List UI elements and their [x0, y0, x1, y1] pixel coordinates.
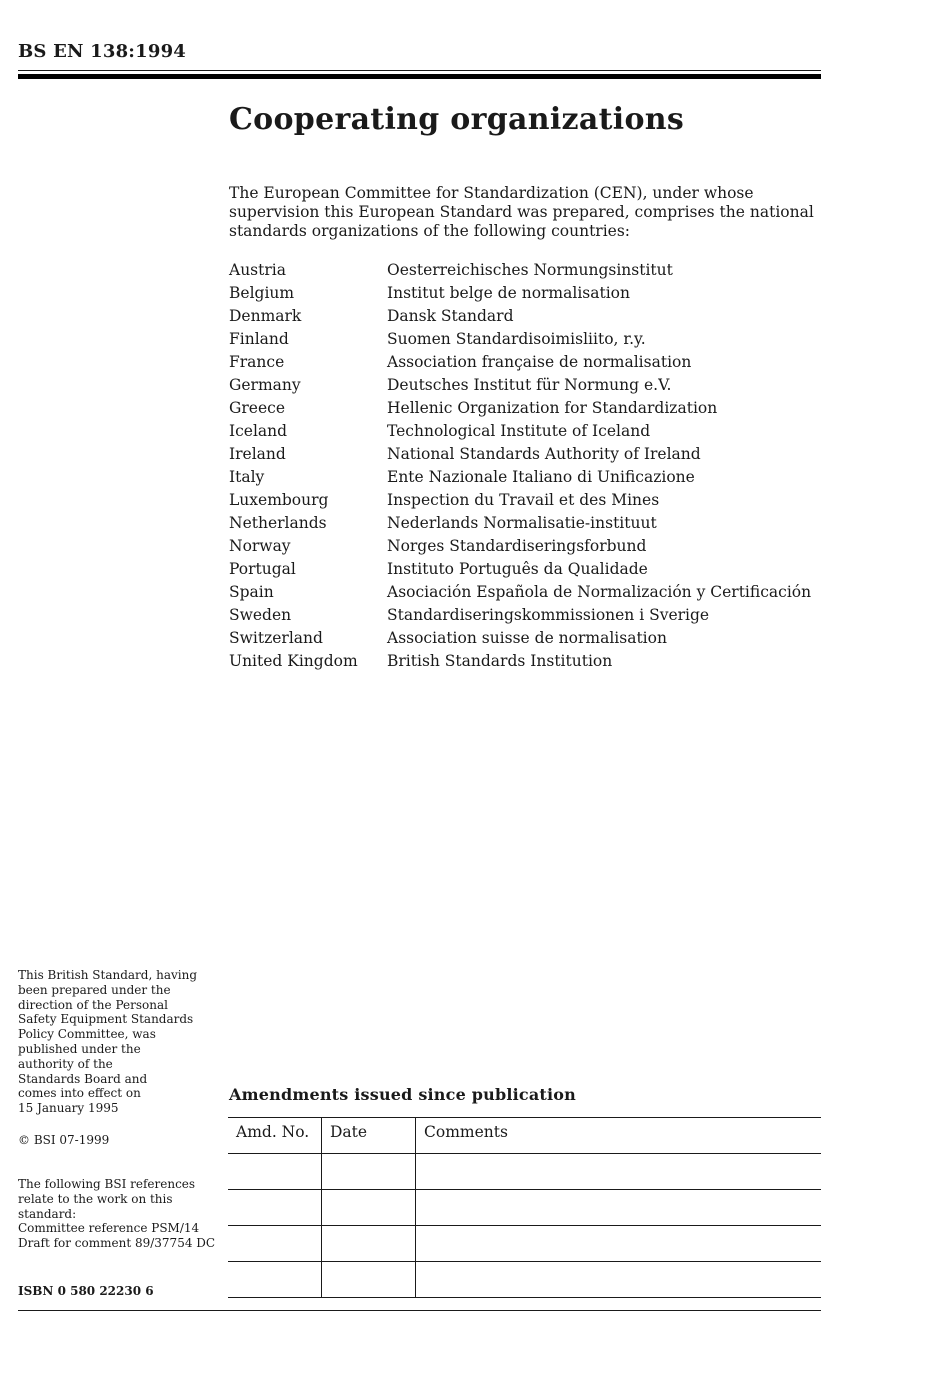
standards-body-name: Institut belge de normalisation — [387, 284, 630, 302]
country-name: Germany — [229, 376, 301, 394]
publication-note-line: direction of the Personal — [18, 997, 168, 1012]
organization-row — [229, 305, 811, 328]
document-code: BS EN 138:1994 — [18, 41, 187, 62]
country-name: Austria — [229, 261, 286, 279]
standards-body-name: British Standards Institution — [387, 652, 613, 670]
publication-note — [18, 968, 218, 1116]
organization-row — [229, 650, 811, 673]
references-note-line: Draft for comment 89/37754 DC — [18, 1236, 216, 1251]
comments-header: Comments — [416, 1118, 822, 1154]
organization-row — [229, 466, 811, 489]
amendment-cell — [416, 1262, 822, 1298]
standards-body-name: Inspection du Travail et des Mines — [387, 491, 660, 509]
country-name: Finland — [229, 330, 289, 348]
amendments-title: Amendments issued since publication — [229, 1085, 576, 1104]
standards-body-name: Deutsches Institut für Normung e.V. — [387, 376, 672, 394]
standards-body-name: National Standards Authority of Ireland — [387, 445, 701, 463]
standards-body-name: Instituto Português da Qualidade — [387, 560, 648, 578]
amendment-cell — [416, 1154, 822, 1190]
organization-row — [229, 282, 811, 305]
amendment-cell — [416, 1190, 822, 1226]
publication-note-line: Safety Equipment Standards — [18, 1012, 194, 1027]
amendment-cell — [228, 1190, 322, 1226]
country-name: United Kingdom — [229, 652, 358, 670]
page-title: Cooperating organizations — [229, 102, 685, 137]
references-note-line: Committee reference PSM/14 — [18, 1221, 200, 1236]
amendment-row — [228, 1262, 821, 1298]
country-name: Greece — [229, 399, 285, 417]
amendment-cell — [322, 1262, 416, 1298]
publication-note-line: 15 January 1995 — [18, 1101, 119, 1116]
country-name: Spain — [229, 583, 274, 601]
amendment-cell — [322, 1226, 416, 1262]
country-name: Portugal — [229, 560, 296, 578]
standards-body-name: Suomen Standardisoimisliito, r.y. — [387, 330, 646, 348]
amendment-cell — [228, 1154, 322, 1190]
bsi-references-note — [18, 1177, 218, 1251]
organization-row — [229, 420, 811, 443]
standards-body-name: Standardiseringskommissionen i Sverige — [387, 606, 710, 624]
country-name: Belgium — [229, 284, 295, 302]
country-name: Italy — [229, 468, 265, 486]
publication-note-line: Standards Board and — [18, 1071, 148, 1086]
amendments-table — [228, 1117, 821, 1298]
standards-body-name: Asociación Española de Normalización y Certificación — [387, 583, 812, 601]
country-name: Norway — [229, 537, 291, 555]
organization-row — [229, 374, 811, 397]
amendment-cell — [228, 1262, 322, 1298]
amendment-row — [228, 1154, 821, 1190]
organization-row — [229, 512, 811, 535]
country-name: Denmark — [229, 307, 302, 325]
standards-body-name: Oesterreichisches Normungsinstitut — [387, 261, 673, 279]
organization-row — [229, 443, 811, 466]
standards-body-name: Association française de normalisation — [387, 353, 692, 371]
organization-row — [229, 259, 811, 282]
references-note-line: The following BSI references — [18, 1177, 196, 1191]
organization-row — [229, 558, 811, 581]
copyright-note: © BSI 07-1999 — [18, 1133, 110, 1147]
publication-note-line: published under the — [18, 1041, 141, 1056]
amendment-row — [228, 1190, 821, 1226]
amendment-cell — [322, 1154, 416, 1190]
intro-paragraph: The European Committee for Standardization (CEN), under whose supervision this European Standard was prepared, comprises the national standards organizations of the following countries: — [229, 184, 814, 240]
organization-row — [229, 351, 811, 374]
publication-note-line: This British Standard, having — [18, 968, 198, 982]
organization-row — [229, 535, 811, 558]
country-name: Netherlands — [229, 514, 327, 532]
publication-note-line: authority of the — [18, 1056, 113, 1071]
country-name: France — [229, 353, 285, 371]
amendment-cell — [416, 1226, 822, 1262]
amendments-header-row — [228, 1118, 821, 1154]
country-name: Switzerland — [229, 629, 323, 647]
references-note-line: standard: — [18, 1206, 77, 1221]
organization-row — [229, 397, 811, 420]
organization-row — [229, 627, 811, 650]
standards-body-name: Association suisse de normalisation — [387, 629, 667, 647]
organization-row — [229, 604, 811, 627]
standards-body-name: Nederlands Normalisatie-instituut — [387, 514, 657, 532]
header-rule-thick — [18, 74, 821, 79]
publication-note-line: Policy Committee, was — [18, 1027, 156, 1042]
organizations-list — [229, 259, 811, 673]
country-name: Ireland — [229, 445, 286, 463]
amendment-cell — [228, 1226, 322, 1262]
country-name: Sweden — [229, 606, 292, 624]
standards-body-name: Technological Institute of Iceland — [387, 422, 651, 440]
standards-body-name: Ente Nazionale Italiano di Unificazione — [387, 468, 695, 486]
footer-rule — [18, 1310, 821, 1311]
isbn: ISBN 0 580 22230 6 — [18, 1284, 154, 1298]
organization-row — [229, 489, 811, 512]
header-rule-thin — [18, 70, 821, 71]
amendment-cell — [322, 1190, 416, 1226]
organization-row — [229, 328, 811, 351]
references-note-line: relate to the work on this — [18, 1191, 173, 1206]
country-name: Iceland — [229, 422, 288, 440]
amd-no-header: Amd. No. — [228, 1118, 322, 1154]
standards-body-name: Norges Standardiseringsforbund — [387, 537, 647, 555]
organization-row — [229, 581, 811, 604]
standards-body-name: Hellenic Organization for Standardization — [387, 399, 718, 417]
date-header: Date — [322, 1118, 416, 1154]
publication-note-line: been prepared under the — [18, 982, 171, 997]
amendment-row — [228, 1226, 821, 1262]
publication-note-line: comes into effect on — [18, 1086, 141, 1101]
standards-body-name: Dansk Standard — [387, 307, 514, 325]
country-name: Luxembourg — [229, 491, 329, 509]
